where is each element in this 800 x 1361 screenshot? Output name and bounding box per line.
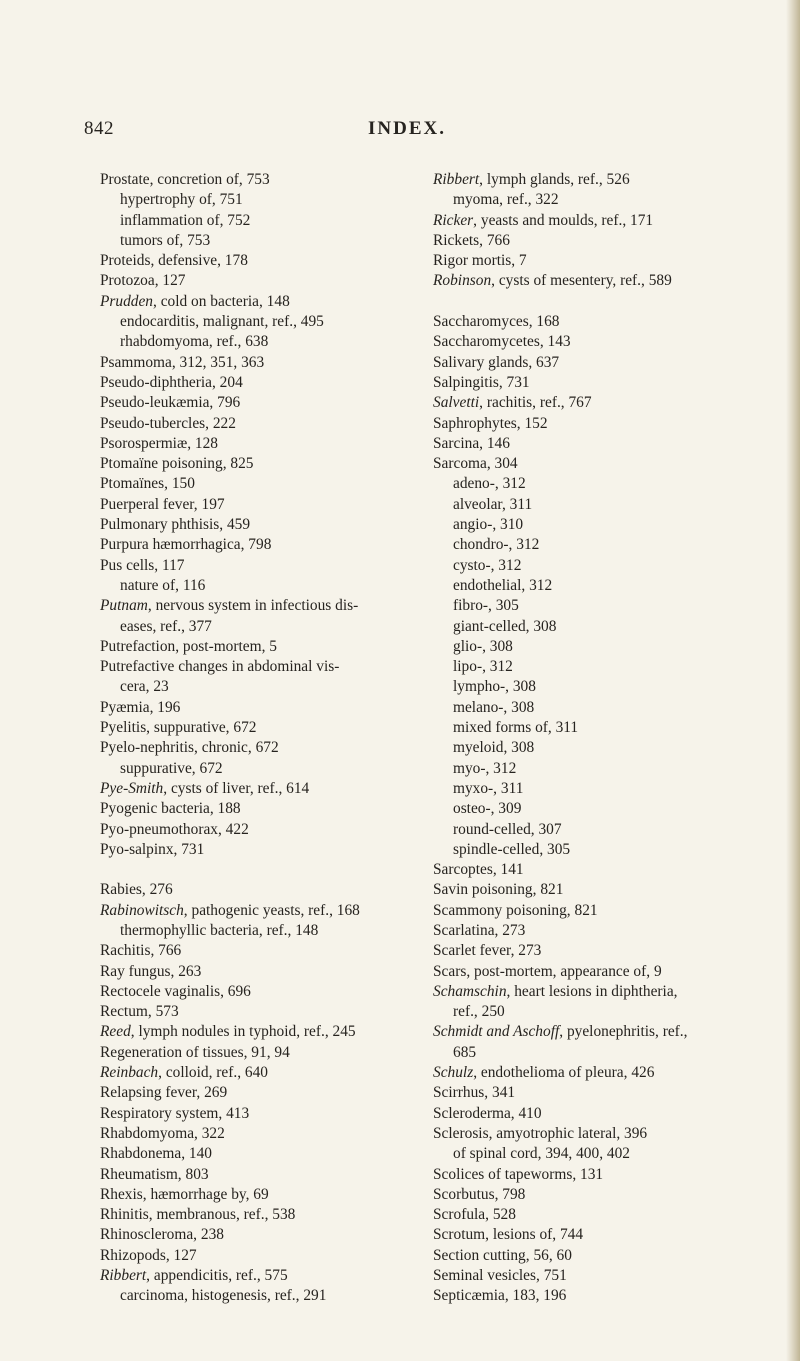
index-entry: Ribbert, lymph glands, ref., 526 — [433, 171, 630, 188]
index-entry: Pseudo-diphtheria, 204 — [100, 373, 243, 391]
index-entry: Rachitis, 766 — [100, 942, 182, 960]
index-entry: Reinbach, colloid, ref., 640 — [100, 1064, 268, 1082]
index-entry: Sarcina, 146 — [433, 434, 510, 452]
index-entry: Salpingitis, 731 — [433, 373, 530, 391]
index-entry: Septicæmia, 183, 196 — [433, 1287, 567, 1305]
index-entry: Ray fungus, 263 — [100, 962, 202, 980]
index-subentry: chondro-, 312 — [453, 536, 540, 554]
index-subentry: spindle-celled, 305 — [453, 840, 571, 858]
index-entry: Salivary glands, 637 — [433, 353, 560, 371]
index-entry: Scars, post-mortem, appearance of, 9 — [433, 962, 662, 980]
index-subentry: round-celled, 307 — [453, 820, 562, 838]
index-entry: Ptomaïne poisoning, 825 — [100, 455, 254, 473]
index-entry: Scirrhus, 341 — [433, 1084, 516, 1102]
index-subentry: nature of, 116 — [120, 576, 206, 594]
index-entry-continuation: eases, ref., 377 — [120, 617, 212, 635]
index-column-right — [433, 170, 793, 1307]
index-entry: Regeneration of tissues, 91, 94 — [100, 1043, 290, 1061]
index-entry: Ricker, yeasts and moulds, ref., 171 — [433, 211, 654, 229]
index-entry: Section cutting, 56, 60 — [433, 1246, 572, 1264]
index-entry: Saphrophytes, 152 — [433, 414, 548, 432]
index-entry: Pyo-pneumothorax, 422 — [100, 820, 249, 838]
index-entry: Schulz, endothelioma of pleura, 426 — [433, 1064, 655, 1082]
index-subentry: hypertrophy of, 751 — [120, 191, 243, 209]
index-entry: Rhinoscleroma, 238 — [100, 1226, 224, 1244]
index-entry: Scarlet fever, 273 — [433, 942, 542, 960]
index-entry: Rhabdomyoma, 322 — [100, 1124, 225, 1142]
index-entry: Salvetti, rachitis, ref., 767 — [433, 394, 592, 412]
index-entry: Reed, lymph nodules in typhoid, ref., 245 — [100, 1023, 356, 1041]
index-subentry: rhabdomyoma, ref., 638 — [120, 333, 269, 351]
index-entry: Robinson, cysts of mesentery, ref., 589 — [433, 272, 672, 290]
index-entry: Sclerosis, amyotrophic lateral, 396 — [433, 1124, 648, 1142]
index-entry: Seminal vesicles, 751 — [433, 1267, 567, 1285]
index-entry: Pyelo-nephritis, chronic, 672 — [100, 739, 279, 757]
index-entry: Relapsing fever, 269 — [100, 1084, 228, 1102]
index-subentry: lympho-, 308 — [453, 678, 536, 696]
page-header — [0, 100, 800, 140]
index-entry: Pulmonary phthisis, 459 — [100, 516, 251, 534]
index-entry: Schamschin, heart lesions in diphtheria, — [433, 982, 678, 1000]
index-entry: Saccharomycetes, 143 — [433, 333, 571, 351]
index-entry: Scarlatina, 273 — [433, 921, 526, 939]
running-head: INDEX. — [368, 118, 446, 139]
index-subentry: osteo-, 309 — [453, 800, 522, 818]
index-entry: Rectocele vaginalis, 696 — [100, 982, 251, 1000]
index-entry: Psorospermiæ, 128 — [100, 434, 218, 452]
index-entry: Rhizopods, 127 — [100, 1246, 197, 1264]
index-entry: Scrofula, 528 — [433, 1206, 516, 1224]
page-number: 842 — [84, 118, 114, 139]
index-entry: Savin poisoning, 821 — [433, 881, 564, 899]
index-entry: Purpura hæmorrhagica, 798 — [100, 536, 272, 554]
index-entry: Putrefactive changes in abdominal vis- — [100, 658, 340, 676]
index-entry: Scorbutus, 798 — [433, 1185, 526, 1203]
index-entry: Rigor mortis, 7 — [433, 252, 527, 270]
index-entry: Sarcoptes, 141 — [433, 861, 524, 879]
index-entry: Prudden, cold on bacteria, 148 — [100, 292, 290, 310]
index-entry: Putnam, nervous system in infectious dis- — [100, 597, 359, 615]
index-entry: Scolices of tapeworms, 131 — [433, 1165, 604, 1183]
index-entry: Sarcoma, 304 — [433, 455, 518, 473]
index-entry: Pyo-salpinx, 731 — [100, 840, 205, 858]
index-subentry: endocarditis, malignant, ref., 495 — [120, 313, 324, 331]
index-subentry: inflammation of, 752 — [120, 211, 251, 229]
index-entry: Pyogenic bacteria, 188 — [100, 800, 241, 818]
index-entry: Protozoa, 127 — [100, 272, 186, 290]
index-subentry: alveolar, 311 — [453, 495, 533, 513]
index-entry-continuation: 685 — [453, 1043, 477, 1061]
index-entry: Pyelitis, suppurative, 672 — [100, 719, 257, 737]
index-entry: Rickets, 766 — [433, 231, 510, 249]
index-entry: Rhinitis, membranous, ref., 538 — [100, 1206, 296, 1224]
index-subentry: giant-celled, 308 — [453, 617, 557, 635]
index-entry: Saccharomyces, 168 — [433, 313, 560, 331]
section-gap — [433, 292, 793, 312]
index-entry: Pus cells, 117 — [100, 556, 185, 574]
index-entry: Prostate, concretion of, 753 — [100, 171, 270, 188]
index-entry: Schmidt and Aschoff, pyelonephritis, ref., — [433, 1023, 688, 1041]
index-subentry: suppurative, 672 — [120, 759, 223, 777]
index-entry: Pseudo-leukæmia, 796 — [100, 394, 241, 412]
index-subentry: endothelial, 312 — [453, 576, 553, 594]
index-subentry: thermophyllic bacteria, ref., 148 — [120, 921, 319, 939]
index-subentry: myo-, 312 — [453, 759, 517, 777]
index-entry: Rheumatism, 803 — [100, 1165, 209, 1183]
index-entry: Rhexis, hæmorrhage by, 69 — [100, 1185, 269, 1203]
index-subentry: myoma, ref., 322 — [453, 191, 559, 209]
index-subentry: of spinal cord, 394, 400, 402 — [453, 1145, 630, 1163]
index-entry: Rhabdonema, 140 — [100, 1145, 212, 1163]
index-subentry: mixed forms of, 311 — [453, 719, 579, 737]
index-entry: Ribbert, appendicitis, ref., 575 — [100, 1267, 288, 1285]
index-subentry: angio-, 310 — [453, 516, 524, 534]
index-subentry: adeno-, 312 — [453, 475, 526, 493]
index-subentry: myeloid, 308 — [453, 739, 535, 757]
index-subentry: myxo-, 311 — [453, 779, 524, 797]
index-subentry: fibro-, 305 — [453, 597, 519, 615]
index-entry: Rabinowitsch, pathogenic yeasts, ref., 168 — [100, 901, 360, 919]
index-entry: Rectum, 573 — [100, 1003, 179, 1021]
index-subentry: glio-, 308 — [453, 637, 513, 655]
index-entry: Proteids, defensive, 178 — [100, 252, 248, 270]
index-entry: Respiratory system, 413 — [100, 1104, 250, 1122]
index-entry: Pye-Smith, cysts of liver, ref., 614 — [100, 779, 310, 797]
index-entry: Pyæmia, 196 — [100, 698, 181, 716]
index-entry: Puerperal fever, 197 — [100, 495, 225, 513]
index-subentry: melano-, 308 — [453, 698, 535, 716]
index-subentry: carcinoma, histogenesis, ref., 291 — [120, 1287, 327, 1305]
index-subentry: tumors of, 753 — [120, 231, 211, 249]
index-entry: Scammony poisoning, 821 — [433, 901, 598, 919]
index-subentry: cysto-, 312 — [453, 556, 522, 574]
index-entry: Psammoma, 312, 351, 363 — [100, 353, 265, 371]
index-entry: Scrotum, lesions of, 744 — [433, 1226, 584, 1244]
index-entry: Ptomaïnes, 150 — [100, 475, 195, 493]
index-entry: Pseudo-tubercles, 222 — [100, 414, 236, 432]
index-entry-continuation: cera, 23 — [120, 678, 169, 696]
index-entry: Scleroderma, 410 — [433, 1104, 542, 1122]
index-entry-continuation: ref., 250 — [453, 1003, 505, 1021]
index-column-left — [100, 170, 460, 1307]
index-entry: Putrefaction, post-mortem, 5 — [100, 637, 277, 655]
index-entry: Rabies, 276 — [100, 881, 173, 899]
index-subentry: lipo-, 312 — [453, 658, 513, 676]
section-gap — [100, 860, 460, 880]
